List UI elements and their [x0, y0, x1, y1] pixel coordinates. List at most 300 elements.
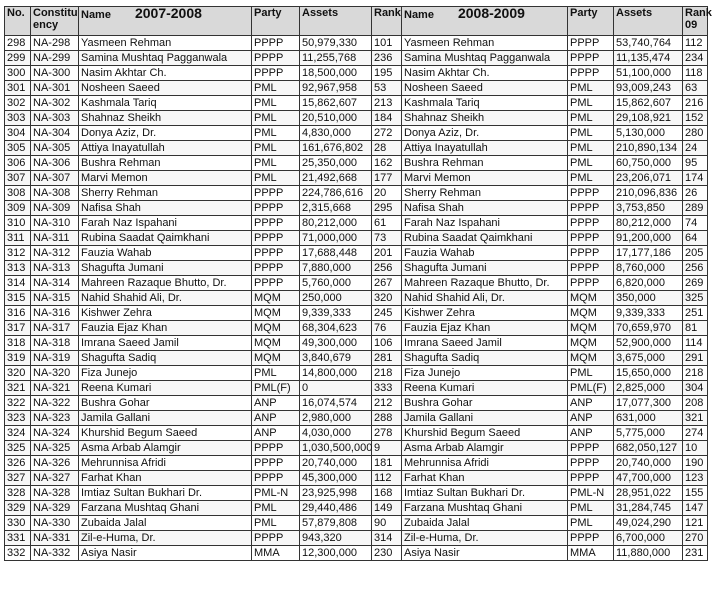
- cell-constituency: NA-320: [31, 366, 79, 381]
- cell-rank-2007: 73: [372, 231, 402, 246]
- cell-constituency: NA-323: [31, 411, 79, 426]
- cell-party-2007: PPPP: [252, 471, 300, 486]
- cell-rank-2009: 118: [683, 66, 708, 81]
- cell-no: 302: [5, 96, 31, 111]
- cell-assets-2007: 14,800,000: [300, 366, 372, 381]
- table-row: [5, 531, 708, 546]
- cell-name-2007: Imtiaz Sultan Bukhari Dr.: [79, 486, 252, 501]
- cell-name-2007: Shahnaz Sheikh: [79, 111, 252, 126]
- cell-name-2008: Nosheen Saeed: [402, 81, 568, 96]
- cell-constituency: NA-325: [31, 441, 79, 456]
- cell-rank-2009: 63: [683, 81, 708, 96]
- cell-party-2008: PML-N: [568, 486, 614, 501]
- cell-name-2007: Kishwer Zehra: [79, 306, 252, 321]
- cell-assets-2008: 80,212,000: [614, 216, 683, 231]
- table-row: [5, 321, 708, 336]
- cell-constituency: NA-302: [31, 96, 79, 111]
- table-row: [5, 441, 708, 456]
- cell-constituency: NA-307: [31, 171, 79, 186]
- cell-assets-2007: 224,786,616: [300, 186, 372, 201]
- cell-party-2008: PPPP: [568, 201, 614, 216]
- cell-name-2007: Bushra Gohar: [79, 396, 252, 411]
- cell-rank-2007: 236: [372, 51, 402, 66]
- cell-party-2008: MQM: [568, 351, 614, 366]
- cell-no: 329: [5, 501, 31, 516]
- cell-constituency: NA-311: [31, 231, 79, 246]
- cell-constituency: NA-332: [31, 546, 79, 561]
- table-row: [5, 216, 708, 231]
- cell-no: 331: [5, 531, 31, 546]
- cell-party-2008: PML: [568, 366, 614, 381]
- cell-party-2008: MQM: [568, 321, 614, 336]
- cell-rank-2007: 320: [372, 291, 402, 306]
- cell-name-2007: Jamila Gallani: [79, 411, 252, 426]
- cell-rank-2009: 121: [683, 516, 708, 531]
- cell-name-2008: Yasmeen Rehman: [402, 36, 568, 51]
- cell-party-2007: PML: [252, 126, 300, 141]
- cell-party-2008: PML: [568, 156, 614, 171]
- table-row: [5, 456, 708, 471]
- cell-rank-2009: 270: [683, 531, 708, 546]
- cell-name-2008: Asiya Nasir: [402, 546, 568, 561]
- header-no: No.: [5, 7, 31, 36]
- cell-assets-2007: 2,980,000: [300, 411, 372, 426]
- cell-rank-2007: 53: [372, 81, 402, 96]
- cell-party-2007: PML: [252, 111, 300, 126]
- cell-name-2007: Nasim Akhtar Ch.: [79, 66, 252, 81]
- cell-name-2008: Rubina Saadat Qaimkhani: [402, 231, 568, 246]
- cell-assets-2007: 11,255,768: [300, 51, 372, 66]
- cell-name-2008: Shahnaz Sheikh: [402, 111, 568, 126]
- cell-name-2007: Samina Mushtaq Pagganwala: [79, 51, 252, 66]
- cell-no: 303: [5, 111, 31, 126]
- cell-rank-2007: 20: [372, 186, 402, 201]
- cell-party-2007: PML: [252, 171, 300, 186]
- cell-rank-2009: 289: [683, 201, 708, 216]
- cell-constituency: NA-330: [31, 516, 79, 531]
- cell-name-2007: Farzana Mushtaq Ghani: [79, 501, 252, 516]
- cell-constituency: NA-306: [31, 156, 79, 171]
- cell-constituency: NA-328: [31, 486, 79, 501]
- cell-party-2008: PPPP: [568, 456, 614, 471]
- cell-name-2008: Bushra Rehman: [402, 156, 568, 171]
- cell-party-2007: PML: [252, 156, 300, 171]
- cell-assets-2008: 93,009,243: [614, 81, 683, 96]
- cell-constituency: NA-315: [31, 291, 79, 306]
- table-row: [5, 366, 708, 381]
- cell-name-2007: Nafisa Shah: [79, 201, 252, 216]
- cell-name-2007: Imrana Saeed Jamil: [79, 336, 252, 351]
- cell-no: 327: [5, 471, 31, 486]
- cell-name-2007: Nahid Shahid Ali, Dr.: [79, 291, 252, 306]
- cell-rank-2007: 201: [372, 246, 402, 261]
- cell-name-2008: Donya Aziz, Dr.: [402, 126, 568, 141]
- table-row: [5, 396, 708, 411]
- table-row: [5, 381, 708, 396]
- cell-assets-2007: 2,315,668: [300, 201, 372, 216]
- cell-assets-2007: 9,339,333: [300, 306, 372, 321]
- cell-name-2008: Mahreen Razaque Bhutto, Dr.: [402, 276, 568, 291]
- cell-no: 315: [5, 291, 31, 306]
- cell-assets-2007: 45,300,000: [300, 471, 372, 486]
- cell-assets-2008: 210,890,134: [614, 141, 683, 156]
- cell-party-2008: PPPP: [568, 531, 614, 546]
- cell-name-2008: Nafisa Shah: [402, 201, 568, 216]
- cell-name-2007: Fiza Junejo: [79, 366, 252, 381]
- cell-constituency: NA-299: [31, 51, 79, 66]
- cell-name-2007: Fauzia Wahab: [79, 246, 252, 261]
- cell-rank-2009: 155: [683, 486, 708, 501]
- cell-name-2008: Kishwer Zehra: [402, 306, 568, 321]
- cell-assets-2007: 68,304,623: [300, 321, 372, 336]
- cell-assets-2008: 17,077,300: [614, 396, 683, 411]
- cell-rank-2009: 114: [683, 336, 708, 351]
- cell-constituency: NA-327: [31, 471, 79, 486]
- cell-constituency: NA-321: [31, 381, 79, 396]
- cell-party-2007: MQM: [252, 306, 300, 321]
- year-2008-label: 2008-2009: [457, 5, 525, 21]
- cell-no: 319: [5, 351, 31, 366]
- cell-assets-2007: 92,967,958: [300, 81, 372, 96]
- cell-party-2008: PPPP: [568, 36, 614, 51]
- cell-name-2008: Asma Arbab Alamgir: [402, 441, 568, 456]
- cell-no: 326: [5, 456, 31, 471]
- cell-name-2007: Kashmala Tariq: [79, 96, 252, 111]
- cell-rank-2007: 101: [372, 36, 402, 51]
- cell-constituency: NA-308: [31, 186, 79, 201]
- table-row: [5, 171, 708, 186]
- cell-party-2007: PPPP: [252, 276, 300, 291]
- cell-assets-2007: 12,300,000: [300, 546, 372, 561]
- cell-no: 305: [5, 141, 31, 156]
- cell-party-2007: PPPP: [252, 246, 300, 261]
- cell-no: 312: [5, 246, 31, 261]
- table-row: [5, 261, 708, 276]
- cell-rank-2009: 325: [683, 291, 708, 306]
- cell-assets-2007: 20,740,000: [300, 456, 372, 471]
- cell-constituency: NA-305: [31, 141, 79, 156]
- cell-name-2008: Samina Mushtaq Pagganwala: [402, 51, 568, 66]
- cell-assets-2008: 17,177,186: [614, 246, 683, 261]
- cell-name-2008: Reena Kumari: [402, 381, 568, 396]
- cell-rank-2009: 256: [683, 261, 708, 276]
- cell-assets-2008: 11,880,000: [614, 546, 683, 561]
- cell-party-2007: PPPP: [252, 456, 300, 471]
- cell-no: 330: [5, 516, 31, 531]
- cell-party-2007: PPPP: [252, 51, 300, 66]
- cell-name-2008: Marvi Memon: [402, 171, 568, 186]
- cell-rank-2009: 64: [683, 231, 708, 246]
- cell-rank-2007: 256: [372, 261, 402, 276]
- cell-assets-2008: 47,700,000: [614, 471, 683, 486]
- header-assets-2007: Assets: [300, 7, 372, 36]
- cell-rank-2009: 24: [683, 141, 708, 156]
- cell-assets-2008: 210,096,836: [614, 186, 683, 201]
- cell-party-2007: MQM: [252, 336, 300, 351]
- table-row: [5, 66, 708, 81]
- cell-party-2007: MQM: [252, 291, 300, 306]
- cell-assets-2008: 682,050,127: [614, 441, 683, 456]
- table-row: [5, 36, 708, 51]
- cell-name-2008: Kashmala Tariq: [402, 96, 568, 111]
- cell-party-2008: PPPP: [568, 51, 614, 66]
- cell-party-2008: PPPP: [568, 216, 614, 231]
- cell-assets-2008: 53,740,764: [614, 36, 683, 51]
- table-row: [5, 516, 708, 531]
- cell-name-2007: Zubaida Jalal: [79, 516, 252, 531]
- cell-assets-2007: 0: [300, 381, 372, 396]
- cell-no: 321: [5, 381, 31, 396]
- cell-no: 316: [5, 306, 31, 321]
- cell-assets-2007: 1,030,500,000: [300, 441, 372, 456]
- cell-no: 323: [5, 411, 31, 426]
- cell-name-2007: Yasmeen Rehman: [79, 36, 252, 51]
- year-2007-label: 2007-2008: [134, 5, 202, 21]
- cell-assets-2007: 161,676,802: [300, 141, 372, 156]
- header-name-label: Name: [81, 9, 111, 21]
- cell-no: 298: [5, 36, 31, 51]
- cell-rank-2007: 230: [372, 546, 402, 561]
- cell-party-2008: PML: [568, 111, 614, 126]
- cell-constituency: NA-319: [31, 351, 79, 366]
- cell-name-2007: Sherry Rehman: [79, 186, 252, 201]
- cell-rank-2007: 61: [372, 216, 402, 231]
- cell-party-2007: PML: [252, 141, 300, 156]
- cell-assets-2008: 3,675,000: [614, 351, 683, 366]
- cell-name-2007: Shagufta Sadiq: [79, 351, 252, 366]
- cell-no: 322: [5, 396, 31, 411]
- cell-rank-2009: 216: [683, 96, 708, 111]
- cell-assets-2008: 28,951,022: [614, 486, 683, 501]
- cell-rank-2009: 123: [683, 471, 708, 486]
- cell-name-2008: Mehrunnisa Afridi: [402, 456, 568, 471]
- cell-name-2008: Zubaida Jalal: [402, 516, 568, 531]
- table-row: [5, 186, 708, 201]
- cell-rank-2007: 288: [372, 411, 402, 426]
- assets-table: [4, 5, 712, 561]
- table-row: [5, 501, 708, 516]
- table-row: [5, 291, 708, 306]
- cell-party-2007: PML(F): [252, 381, 300, 396]
- cell-name-2007: Khurshid Begum Saeed: [79, 426, 252, 441]
- header-assets-2008: Assets: [614, 7, 683, 36]
- cell-party-2007: PML: [252, 366, 300, 381]
- cell-no: 328: [5, 486, 31, 501]
- table-row: [5, 51, 708, 66]
- cell-party-2007: PPPP: [252, 261, 300, 276]
- cell-rank-2007: 90: [372, 516, 402, 531]
- cell-rank-2009: 174: [683, 171, 708, 186]
- header-name-2008: [402, 7, 568, 36]
- cell-no: 332: [5, 546, 31, 561]
- cell-name-2007: Marvi Memon: [79, 171, 252, 186]
- cell-assets-2008: 60,750,000: [614, 156, 683, 171]
- cell-party-2007: PML: [252, 81, 300, 96]
- cell-constituency: NA-318: [31, 336, 79, 351]
- cell-name-2008: Shagufta Sadiq: [402, 351, 568, 366]
- table-row: [5, 411, 708, 426]
- cell-rank-2009: 205: [683, 246, 708, 261]
- cell-party-2008: PPPP: [568, 261, 614, 276]
- cell-name-2007: Attiya Inayatullah: [79, 141, 252, 156]
- table-row: [5, 276, 708, 291]
- cell-party-2007: PPPP: [252, 231, 300, 246]
- table-row: [5, 546, 708, 561]
- cell-party-2007: PPPP: [252, 186, 300, 201]
- cell-assets-2008: 9,339,333: [614, 306, 683, 321]
- cell-constituency: NA-322: [31, 396, 79, 411]
- cell-rank-2009: 269: [683, 276, 708, 291]
- cell-assets-2008: 70,659,970: [614, 321, 683, 336]
- cell-assets-2007: 80,212,000: [300, 216, 372, 231]
- cell-assets-2007: 4,830,000: [300, 126, 372, 141]
- cell-rank-2009: 10: [683, 441, 708, 456]
- cell-no: 324: [5, 426, 31, 441]
- cell-assets-2008: 631,000: [614, 411, 683, 426]
- cell-assets-2008: 15,862,607: [614, 96, 683, 111]
- cell-constituency: NA-310: [31, 216, 79, 231]
- cell-rank-2007: 272: [372, 126, 402, 141]
- cell-party-2008: PPPP: [568, 276, 614, 291]
- cell-constituency: NA-317: [31, 321, 79, 336]
- cell-rank-2007: 162: [372, 156, 402, 171]
- cell-name-2008: Bushra Gohar: [402, 396, 568, 411]
- cell-assets-2008: 51,100,000: [614, 66, 683, 81]
- cell-name-2008: Zil-e-Huma, Dr.: [402, 531, 568, 546]
- table-row: [5, 336, 708, 351]
- cell-assets-2008: 15,650,000: [614, 366, 683, 381]
- cell-party-2008: PML: [568, 141, 614, 156]
- cell-party-2007: PPPP: [252, 441, 300, 456]
- cell-name-2008: Farah Naz Ispahani: [402, 216, 568, 231]
- cell-rank-2009: 234: [683, 51, 708, 66]
- cell-party-2008: ANP: [568, 396, 614, 411]
- cell-name-2008: Fiza Junejo: [402, 366, 568, 381]
- table-row: [5, 141, 708, 156]
- cell-rank-2009: 280: [683, 126, 708, 141]
- cell-assets-2008: 52,900,000: [614, 336, 683, 351]
- cell-no: 309: [5, 201, 31, 216]
- cell-rank-2009: 26: [683, 186, 708, 201]
- cell-constituency: NA-326: [31, 456, 79, 471]
- cell-party-2008: PML: [568, 81, 614, 96]
- cell-party-2007: PML-N: [252, 486, 300, 501]
- cell-name-2007: Zil-e-Huma, Dr.: [79, 531, 252, 546]
- header-party-2008: Party: [568, 7, 614, 36]
- table-row: [5, 201, 708, 216]
- cell-party-2008: ANP: [568, 411, 614, 426]
- cell-name-2008: Attiya Inayatullah: [402, 141, 568, 156]
- cell-rank-2007: 149: [372, 501, 402, 516]
- cell-rank-2007: 295: [372, 201, 402, 216]
- cell-party-2007: PML: [252, 501, 300, 516]
- cell-name-2008: Nahid Shahid Ali, Dr.: [402, 291, 568, 306]
- cell-assets-2008: 29,108,921: [614, 111, 683, 126]
- cell-assets-2008: 5,130,000: [614, 126, 683, 141]
- cell-constituency: NA-312: [31, 246, 79, 261]
- cell-party-2007: PPPP: [252, 531, 300, 546]
- cell-assets-2008: 6,700,000: [614, 531, 683, 546]
- cell-rank-2007: 267: [372, 276, 402, 291]
- cell-constituency: NA-303: [31, 111, 79, 126]
- cell-assets-2008: 23,206,071: [614, 171, 683, 186]
- cell-rank-2009: 152: [683, 111, 708, 126]
- cell-rank-2007: 314: [372, 531, 402, 546]
- cell-rank-2009: 251: [683, 306, 708, 321]
- table-row: [5, 96, 708, 111]
- cell-rank-2009: 190: [683, 456, 708, 471]
- cell-rank-2009: 95: [683, 156, 708, 171]
- cell-name-2007: Bushra Rehman: [79, 156, 252, 171]
- cell-no: 306: [5, 156, 31, 171]
- cell-rank-2009: 147: [683, 501, 708, 516]
- header-rank-2007: Rank: [372, 7, 402, 36]
- cell-rank-2007: 218: [372, 366, 402, 381]
- cell-no: 300: [5, 66, 31, 81]
- cell-party-2008: MQM: [568, 291, 614, 306]
- cell-assets-2007: 23,925,998: [300, 486, 372, 501]
- cell-party-2007: PPPP: [252, 36, 300, 51]
- cell-name-2007: Reena Kumari: [79, 381, 252, 396]
- cell-assets-2008: 8,760,000: [614, 261, 683, 276]
- table-row: [5, 351, 708, 366]
- cell-assets-2008: 20,740,000: [614, 456, 683, 471]
- cell-rank-2009: 291: [683, 351, 708, 366]
- table-row: [5, 486, 708, 501]
- cell-no: 320: [5, 366, 31, 381]
- cell-name-2007: Nosheen Saeed: [79, 81, 252, 96]
- cell-constituency: NA-329: [31, 501, 79, 516]
- cell-assets-2007: 5,760,000: [300, 276, 372, 291]
- cell-rank-2009: 208: [683, 396, 708, 411]
- cell-no: 325: [5, 441, 31, 456]
- cell-assets-2008: 5,775,000: [614, 426, 683, 441]
- cell-rank-2009: 321: [683, 411, 708, 426]
- cell-rank-2009: 74: [683, 216, 708, 231]
- cell-constituency: NA-300: [31, 66, 79, 81]
- cell-constituency: NA-301: [31, 81, 79, 96]
- cell-no: 304: [5, 126, 31, 141]
- cell-party-2007: PPPP: [252, 66, 300, 81]
- cell-assets-2007: 7,880,000: [300, 261, 372, 276]
- cell-party-2008: MQM: [568, 306, 614, 321]
- cell-party-2008: PPPP: [568, 66, 614, 81]
- cell-name-2008: Jamila Gallani: [402, 411, 568, 426]
- cell-assets-2007: 943,320: [300, 531, 372, 546]
- cell-party-2008: PML: [568, 171, 614, 186]
- cell-party-2007: PPPP: [252, 216, 300, 231]
- table-row: [5, 231, 708, 246]
- cell-constituency: NA-309: [31, 201, 79, 216]
- header-name-label: Name: [404, 9, 434, 21]
- cell-rank-2007: 195: [372, 66, 402, 81]
- cell-constituency: NA-324: [31, 426, 79, 441]
- cell-name-2008: Khurshid Begum Saeed: [402, 426, 568, 441]
- cell-name-2008: Imtiaz Sultan Bukhari Dr.: [402, 486, 568, 501]
- cell-no: 311: [5, 231, 31, 246]
- cell-assets-2007: 50,979,330: [300, 36, 372, 51]
- cell-party-2007: PPPP: [252, 201, 300, 216]
- cell-party-2008: ANP: [568, 426, 614, 441]
- cell-no: 308: [5, 186, 31, 201]
- cell-constituency: NA-304: [31, 126, 79, 141]
- cell-assets-2007: 49,300,000: [300, 336, 372, 351]
- cell-rank-2009: 274: [683, 426, 708, 441]
- cell-rank-2009: 304: [683, 381, 708, 396]
- cell-rank-2007: 9: [372, 441, 402, 456]
- cell-name-2007: Asma Arbab Alamgir: [79, 441, 252, 456]
- cell-party-2007: MQM: [252, 321, 300, 336]
